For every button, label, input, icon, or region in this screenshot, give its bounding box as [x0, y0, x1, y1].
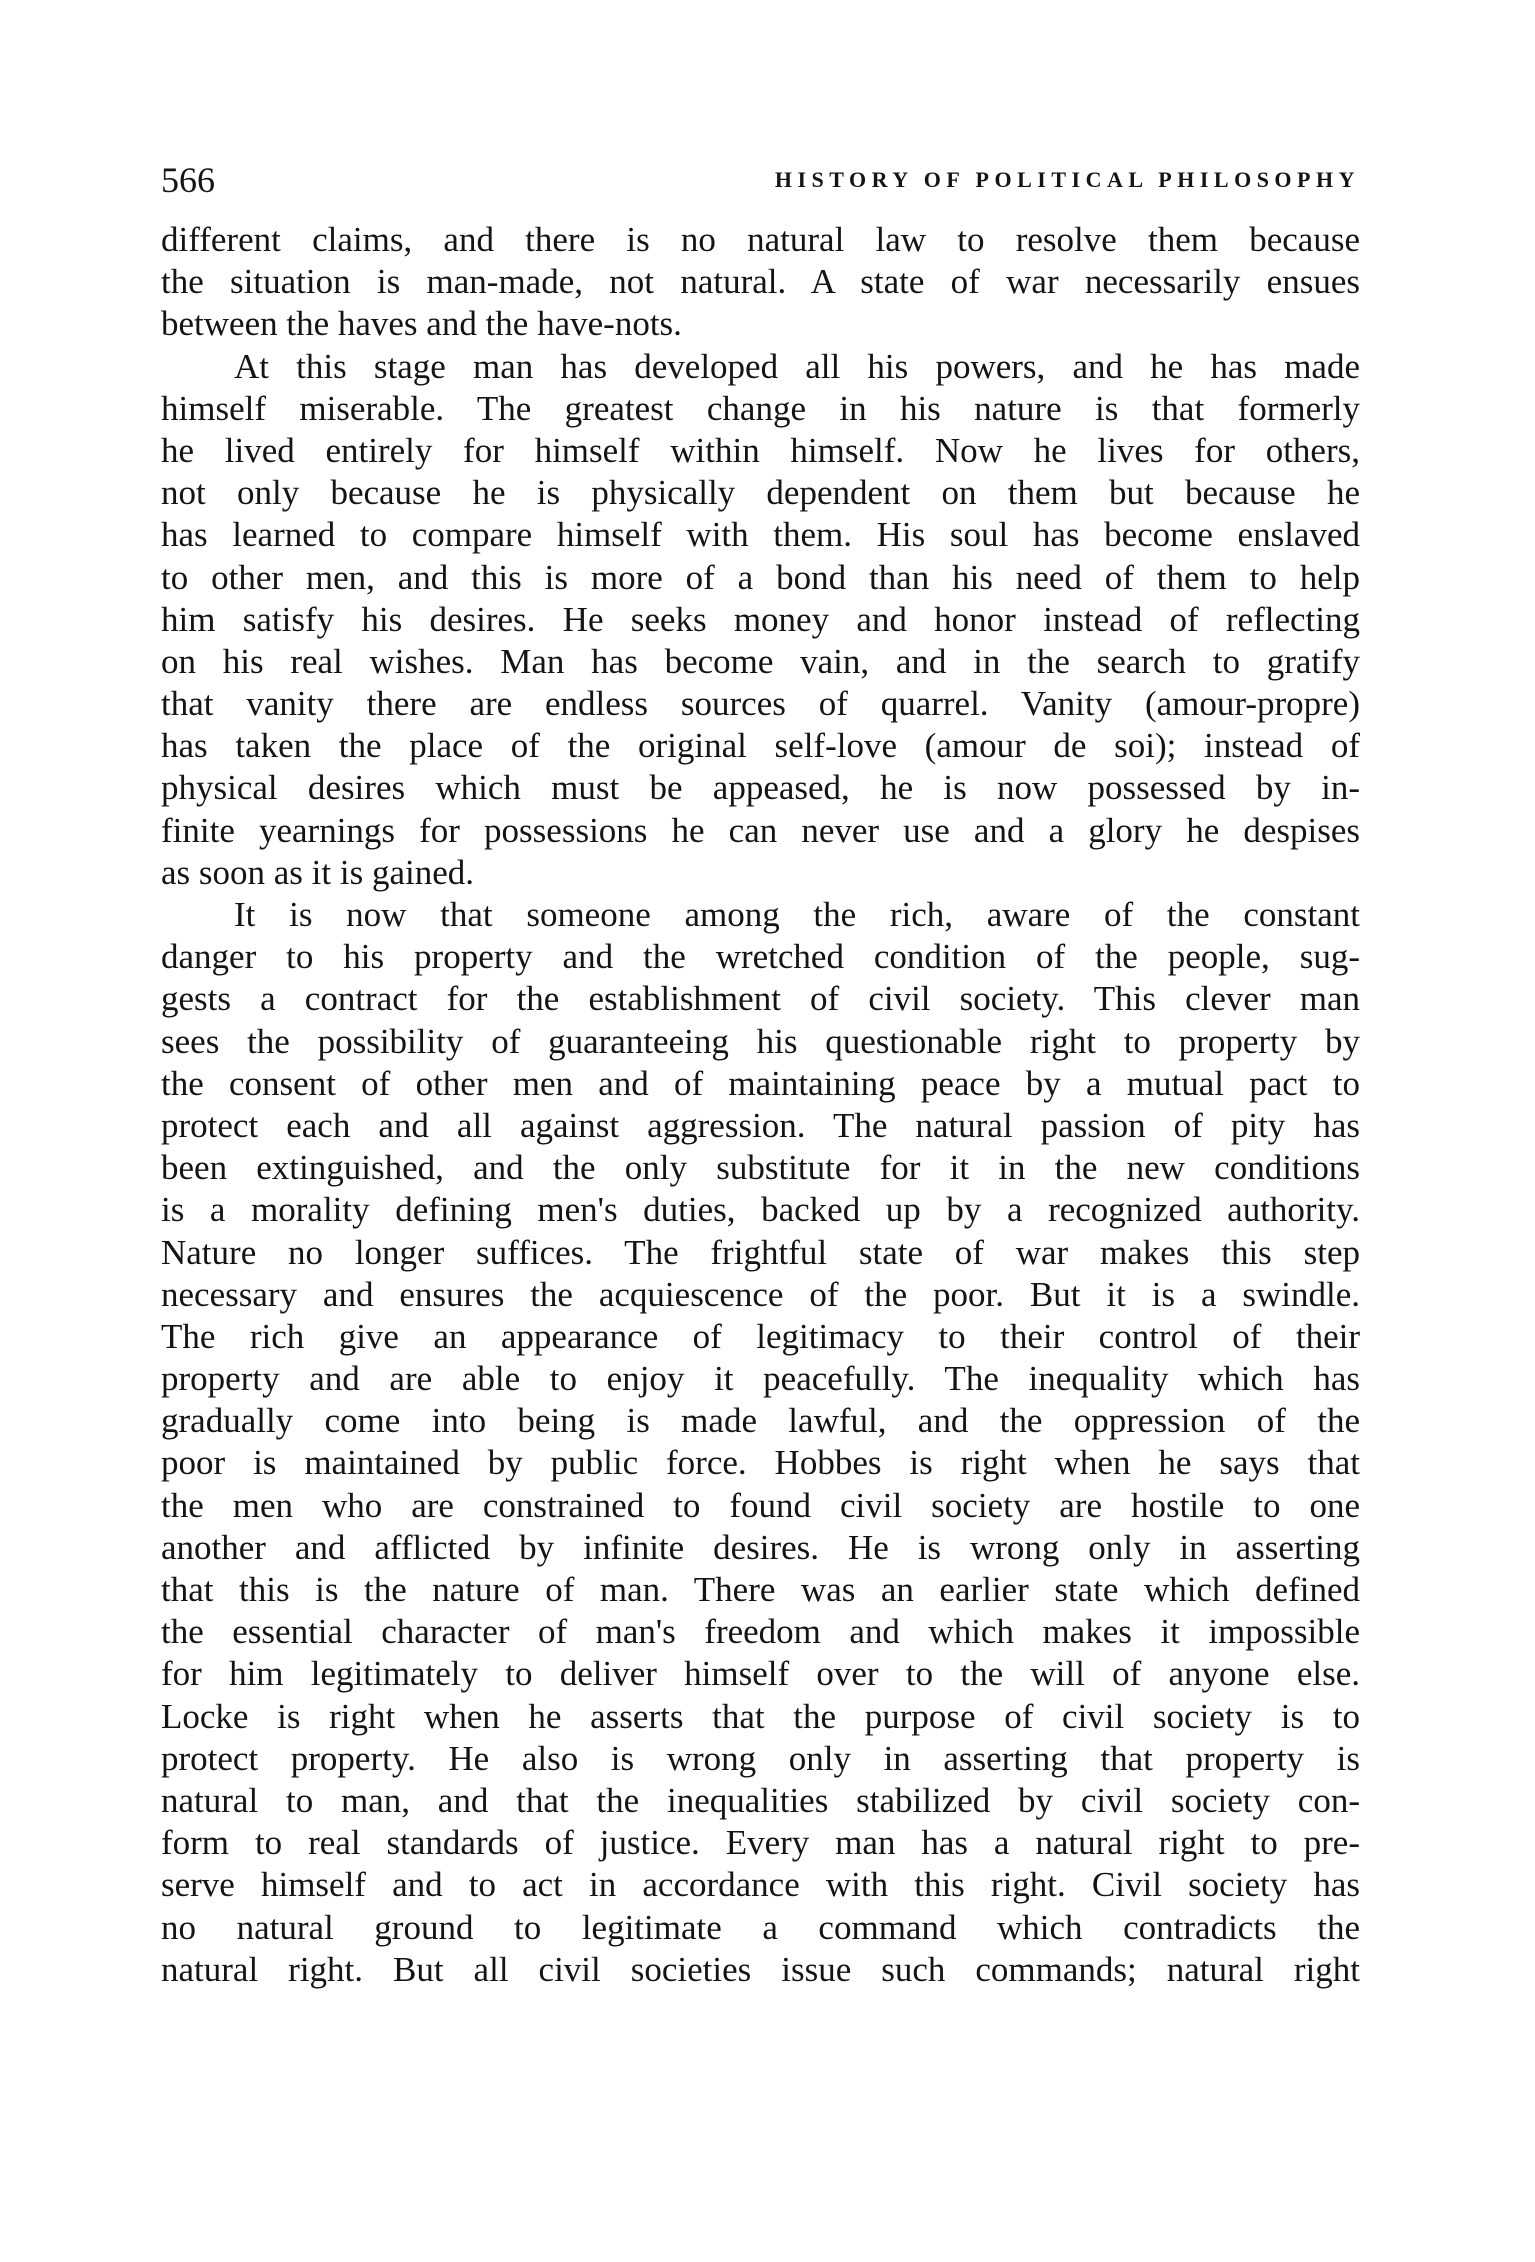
running-head: HISTORY OF POLITICAL PHILOSOPHY: [774, 167, 1360, 192]
text-line: natural to man, and that the inequalities stabilized by civil society con-: [161, 1780, 1360, 1820]
text-line: property and are able to enjoy it peacefully. The inequality which has: [161, 1359, 1360, 1399]
text-line: protect property. He also is wrong only in asserting that property is: [161, 1738, 1360, 1778]
text-line: poor is maintained by public force. Hobbes is right when he says that: [161, 1443, 1360, 1483]
text-line: physical desires which must be appeased, he is now possessed by in-: [161, 768, 1360, 808]
text-line: the men who are constrained to found civil society are hostile to one: [161, 1485, 1360, 1525]
text-line: has learned to compare himself with them. His soul has become enslaved: [161, 515, 1360, 555]
text-line: different claims, and there is no natural law to resolve them because: [161, 220, 1360, 259]
text-line: Nature no longer suffices. The frightful state of war makes this step: [161, 1232, 1360, 1272]
text-line: gradually come into being is made lawful, and the oppression of the: [161, 1401, 1360, 1441]
text-line: that vanity there are endless sources of quarrel. Vanity (amour-propre): [161, 684, 1360, 724]
text-line: the situation is man-made, not natural. A state of war necessarily ensues: [161, 262, 1360, 302]
text-line: serve himself and to act in accordance with this right. Civil society has: [161, 1865, 1360, 1905]
text-line: him satisfy his desires. He seeks money and honor instead of reflecting: [161, 599, 1360, 639]
text-line: not only because he is physically dependent on them but because he: [161, 473, 1360, 513]
paragraph-first-line: It is now that someone among the rich, aware of the constant: [234, 895, 1360, 934]
text-line: the consent of other men and of maintaining peace by a mutual pact to: [161, 1063, 1360, 1103]
text-line: The rich give an appearance of legitimacy to their control of their: [161, 1316, 1360, 1356]
text-line: no natural ground to legitimate a command which contradicts the: [161, 1907, 1360, 1947]
text-line: another and afflicted by infinite desires. He is wrong only in asserting: [161, 1527, 1360, 1567]
text-line: finite yearnings for possessions he can never use and a glory he despises: [161, 810, 1360, 850]
text-line: been extinguished, and the only substitute for it in the new conditions: [161, 1148, 1360, 1188]
page-number: 566: [161, 160, 215, 200]
text-line: on his real wishes. Man has become vain, and in the search to gratify: [161, 641, 1360, 681]
text-line: has taken the place of the original self-love (amour de soi); instead of: [161, 726, 1360, 766]
paragraph-first-line: At this stage man has developed all his powers, and he has made: [234, 346, 1360, 386]
text-line: protect each and all against aggression. The natural passion of pity has: [161, 1105, 1360, 1145]
text-line: he lived entirely for himself within himself. Now he lives for others,: [161, 430, 1360, 470]
page-header: [161, 158, 1360, 202]
text-line: for him legitimately to deliver himself over to the will of anyone else.: [161, 1654, 1360, 1694]
text-line: danger to his property and the wretched condition of the people, sug-: [161, 937, 1360, 977]
text-line: that this is the nature of man. There was an earlier state which defined: [161, 1570, 1360, 1609]
text-line: form to real standards of justice. Every man has a natural right to pre-: [161, 1823, 1360, 1863]
text-line: to other men, and this is more of a bond than his need of them to help: [161, 557, 1360, 597]
text-line: is a morality defining men's duties, backed up by a recognized authority.: [161, 1190, 1360, 1230]
text-line: Locke is right when he asserts that the purpose of civil society is to: [161, 1696, 1360, 1736]
text-line: sees the possibility of guaranteeing his questionable right to property by: [161, 1021, 1360, 1061]
text-line: the essential character of man's freedom and which makes it impossible: [161, 1612, 1360, 1652]
text-line: natural right. But all civil societies issue such commands; natural right: [161, 1949, 1360, 1989]
text-line: as soon as it is gained.: [161, 852, 475, 892]
text-line: between the haves and the have-nots.: [161, 304, 682, 344]
body-text: [161, 219, 1360, 1991]
text-line: gests a contract for the establishment of civil society. This clever man: [161, 979, 1360, 1019]
text-line: necessary and ensures the acquiescence of the poor. But it is a swindle.: [161, 1274, 1360, 1314]
text-line: himself miserable. The greatest change in his nature is that formerly: [161, 388, 1360, 428]
